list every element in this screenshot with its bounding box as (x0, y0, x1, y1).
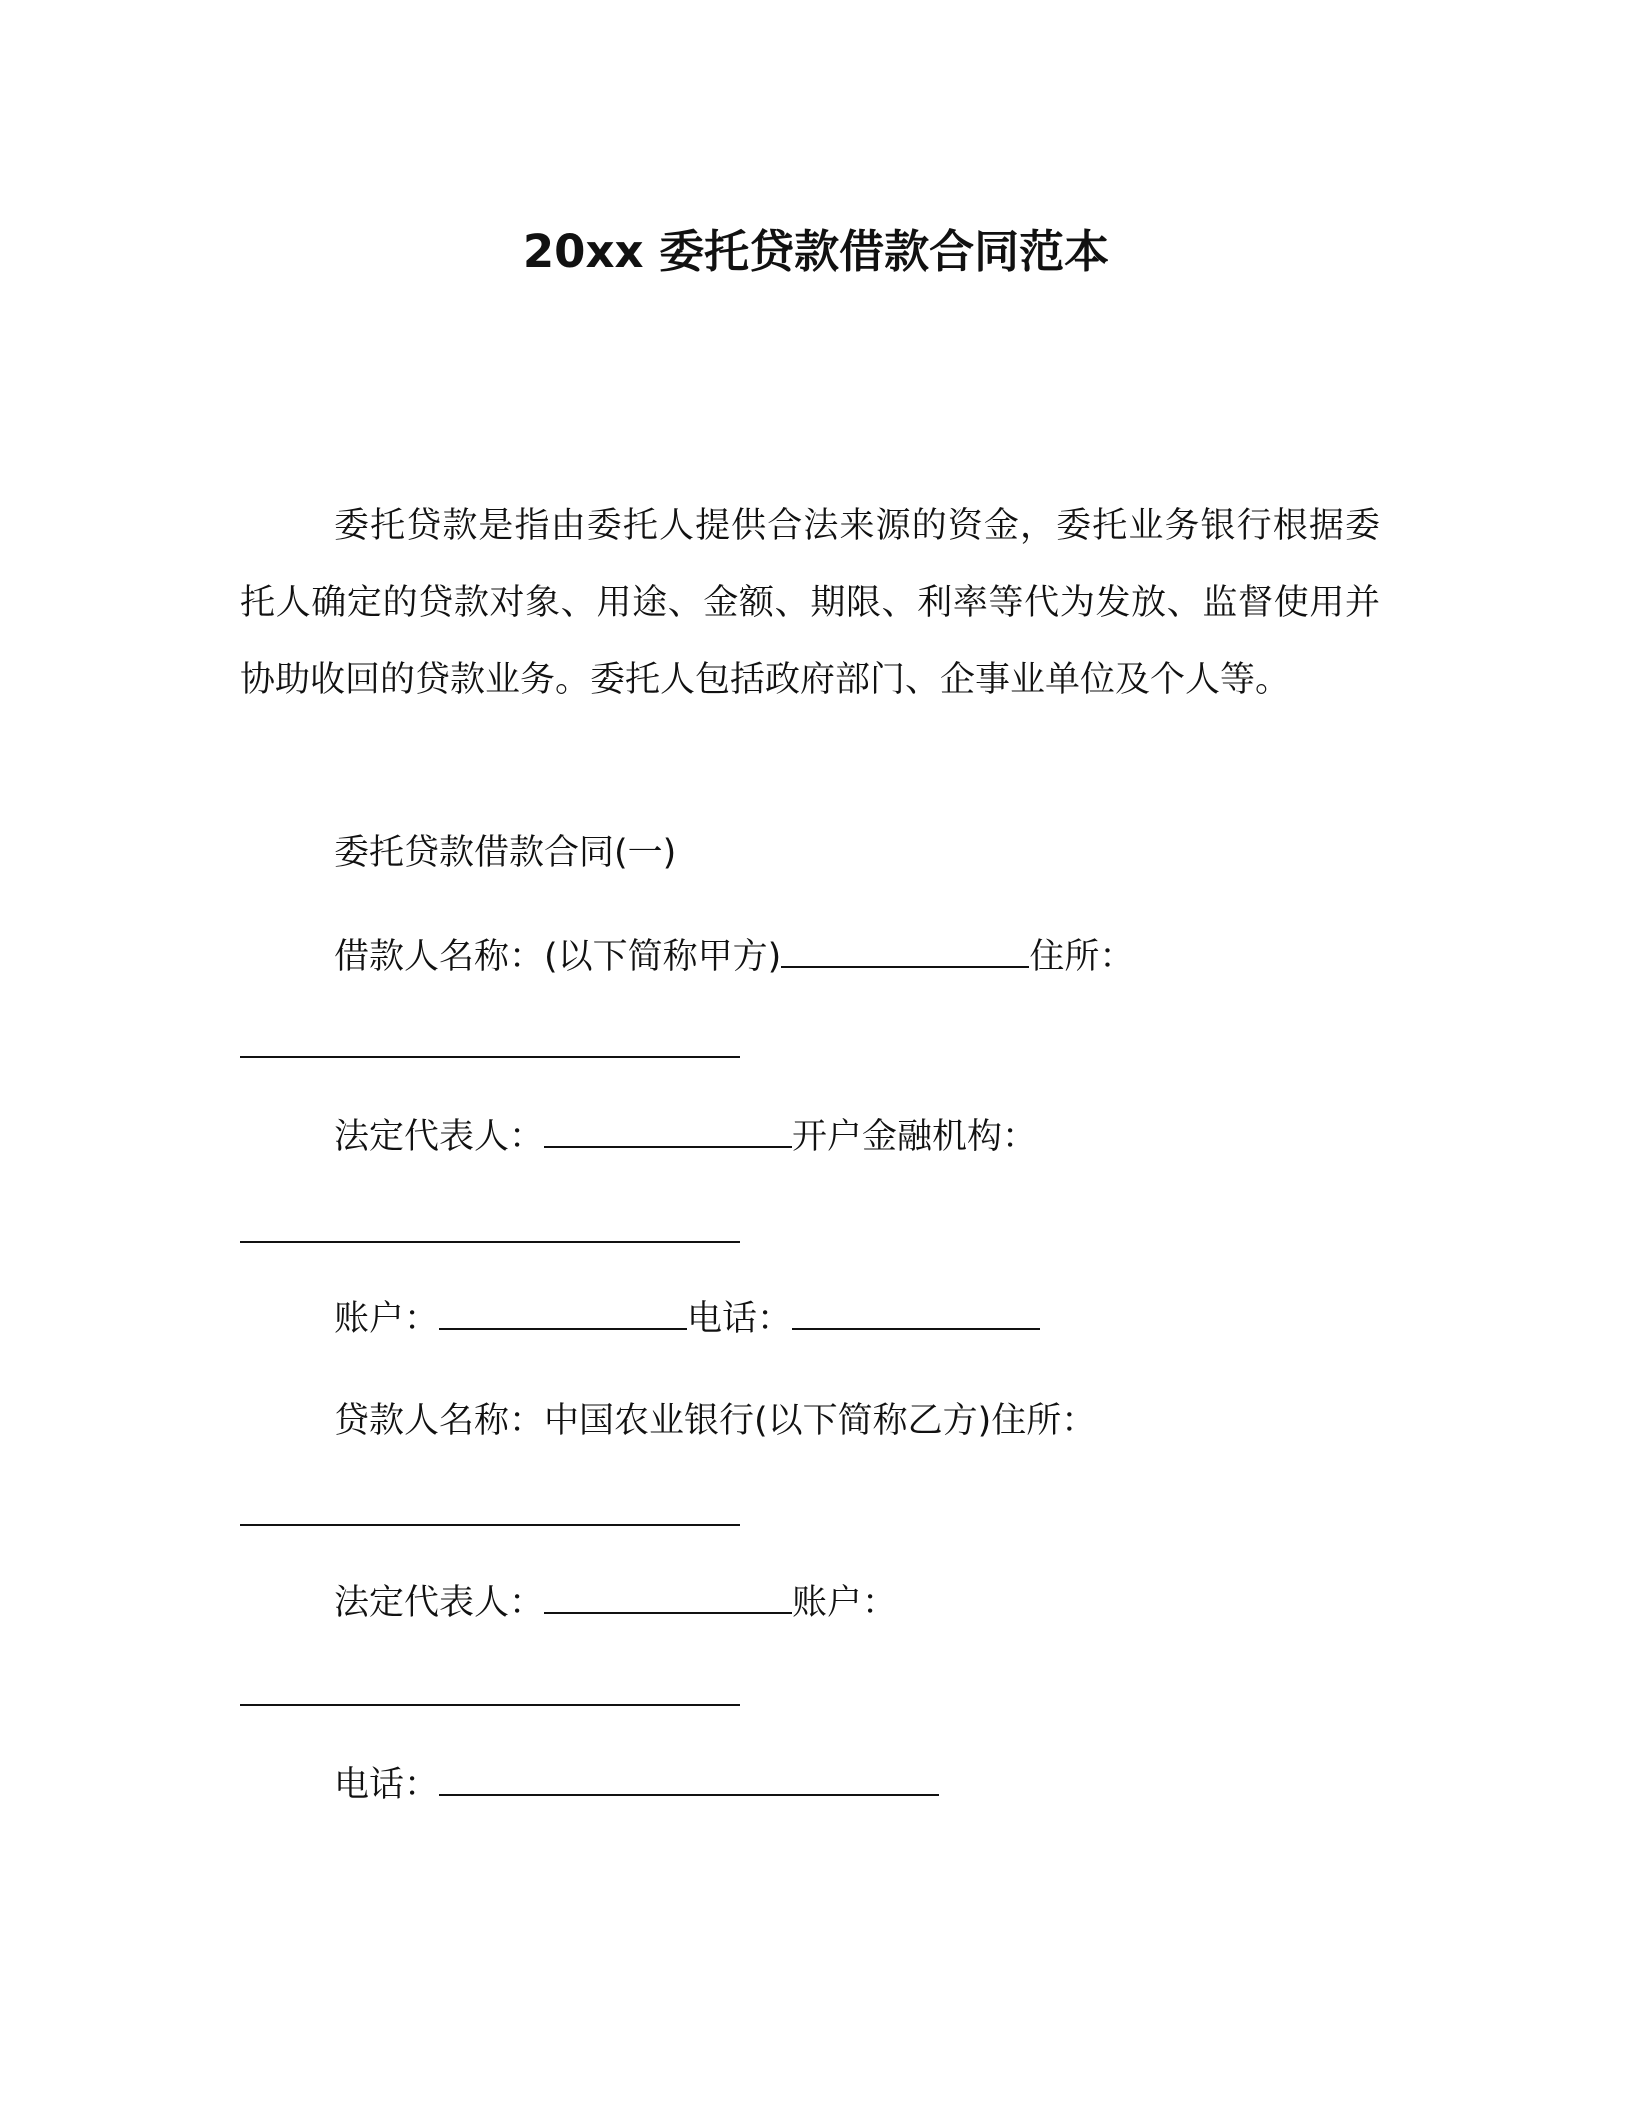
lender-legal-rep-blank[interactable] (544, 1582, 792, 1614)
section-heading: 委托贷款借款合同(一) (334, 833, 677, 873)
borrower-bank-row (240, 1207, 740, 1257)
lender-name-row (334, 1396, 1096, 1446)
lender-legal-rep-label: 法定代表人： (334, 1583, 545, 1623)
lender-phone-blank[interactable] (439, 1764, 939, 1796)
borrower-legal-rep-blank[interactable] (544, 1116, 792, 1148)
borrower-phone-blank[interactable] (792, 1298, 1040, 1330)
lender-legal-rep-row (334, 1578, 897, 1628)
borrower-legal-rep-label: 法定代表人： (334, 1117, 545, 1157)
borrower-name-label: 借款人名称：(以下简称甲方) (334, 937, 782, 977)
borrower-bank-blank[interactable] (240, 1211, 740, 1243)
borrower-account-label: 账户： (334, 1299, 440, 1339)
document-title: 20xx 委托贷款借款合同范本 (522, 225, 1110, 278)
intro-paragraph: 委托贷款是指由委托人提供合法来源的资金，委托业务银行根据委托人确定的贷款对象、用途、金额、期限、利率等代为发放、监督使用并协助收回的贷款业务。委托人包括政府部门、企事业单位及个人等。 (240, 506, 1380, 700)
borrower-name-blank[interactable] (781, 936, 1029, 968)
lender-account-blank[interactable] (240, 1674, 740, 1706)
borrower-account-blank[interactable] (439, 1298, 687, 1330)
borrower-legal-rep-row (334, 1112, 1037, 1162)
lender-address-blank[interactable] (240, 1494, 740, 1526)
lender-address-row (240, 1490, 740, 1540)
borrower-phone-label: 电话： (687, 1299, 793, 1339)
lender-phone-label: 电话： (334, 1765, 440, 1805)
borrower-account-row (334, 1294, 1040, 1344)
borrower-address-row (240, 1022, 740, 1072)
borrower-address-blank[interactable] (240, 1026, 740, 1058)
lender-phone-row (334, 1760, 939, 1810)
borrower-address-label: 住所： (1029, 937, 1135, 977)
borrower-bank-label: 开户金融机构： (792, 1117, 1038, 1157)
lender-account-row (240, 1670, 740, 1720)
lender-name-label: 贷款人名称：中国农业银行(以下简称乙方)住所： (334, 1401, 1097, 1441)
borrower-name-row (334, 932, 1134, 982)
lender-account-label: 账户： (792, 1583, 898, 1623)
